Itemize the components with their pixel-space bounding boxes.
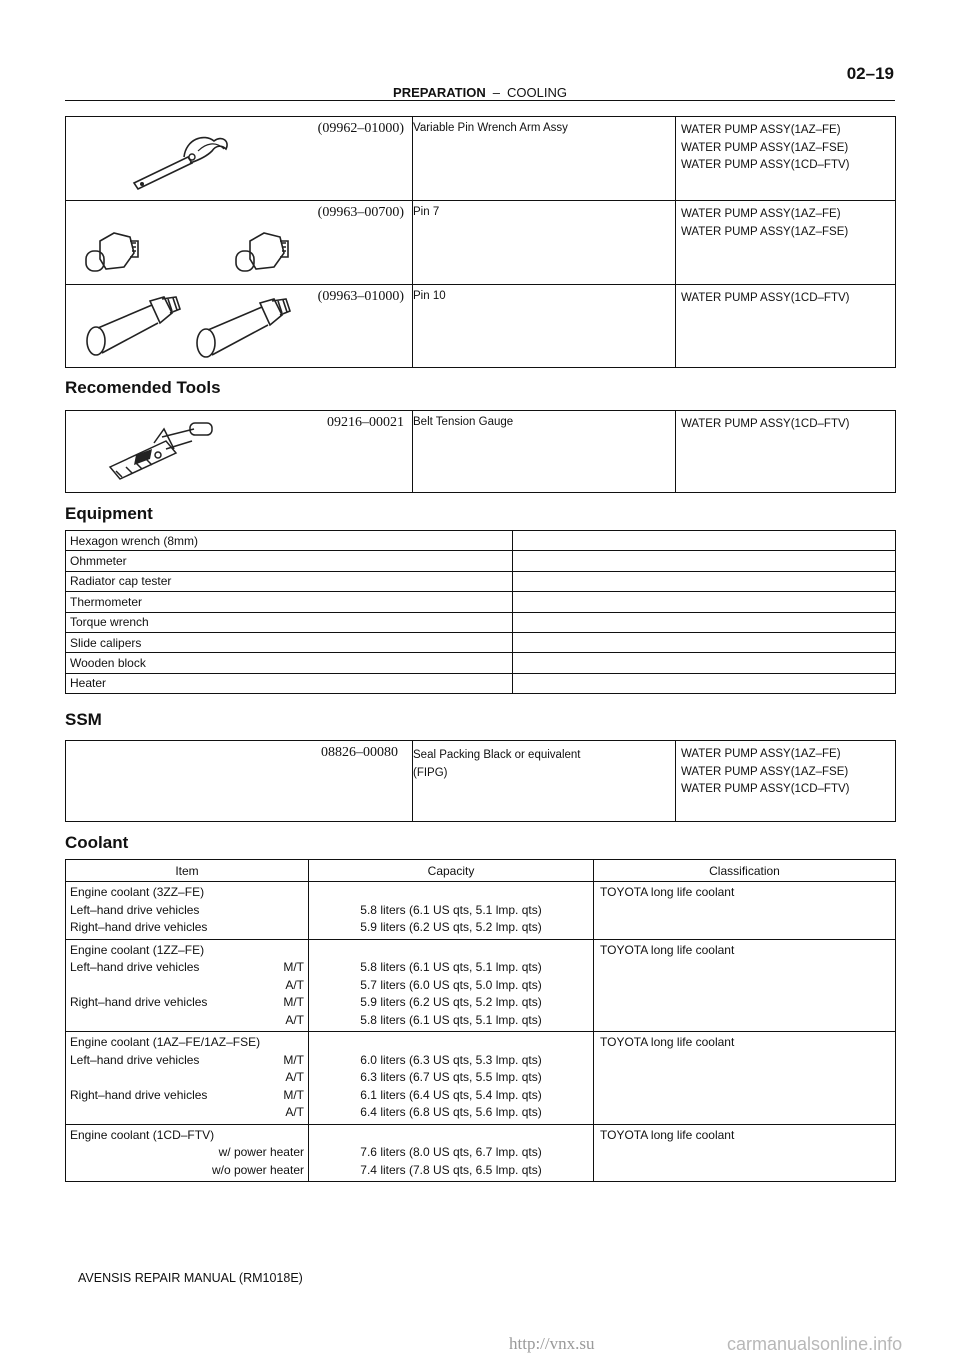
coolant-header-row <box>66 860 896 882</box>
equipment-item: Wooden block <box>66 653 513 673</box>
coolant-capacity: 5.8 liters (6.1 US qts, 5.1 lmp. qts) <box>360 902 542 917</box>
coolant-variant-row <box>70 1087 304 1105</box>
tool-name: Belt Tension Gauge <box>413 416 514 428</box>
coolant-capacity: 7.6 liters (8.0 US qts, 6.7 lmp. qts) <box>360 1145 542 1159</box>
coolant-row-label: Left–hand drive vehicles <box>70 960 200 974</box>
tool-image-cell <box>66 285 413 368</box>
equipment-table <box>65 530 896 694</box>
coolant-classification: TOYOTA long life coolant <box>594 1124 896 1182</box>
pin-7-icon <box>80 219 390 279</box>
belt-tension-gauge-icon <box>106 419 226 483</box>
tool-part-number: 09216–00021 <box>327 415 404 430</box>
coolant-capacity-cell <box>309 882 594 940</box>
coolant-engine: Engine coolant (1CD–FTV) <box>70 1127 215 1142</box>
equipment-item: Torque wrench <box>66 612 513 632</box>
coolant-capacity: 6.3 liters (6.7 US qts, 5.5 lmp. qts) <box>360 1070 542 1084</box>
coolant-engine: Engine coolant (3ZZ–FE) <box>70 885 205 899</box>
tool-usage-cell <box>676 117 896 201</box>
coolant-variant-row <box>70 1069 304 1087</box>
header-separator: – <box>492 85 500 100</box>
tool-image-cell <box>66 117 413 201</box>
coolant-row-variant: w/o power heater <box>211 1162 304 1177</box>
ssm-table <box>65 740 896 822</box>
sst-tools-table <box>65 116 896 368</box>
tool-usage-line: WATER PUMP ASSY(1CD–FTV) <box>681 159 850 171</box>
coolant-engine: Engine coolant (1ZZ–FE) <box>70 942 205 957</box>
equipment-item: Ohmmeter <box>66 551 513 571</box>
coolant-variant-row <box>70 994 304 1012</box>
tool-usage-line: WATER PUMP ASSY(1CD–FTV) <box>681 292 850 304</box>
equipment-note <box>513 531 896 551</box>
section-title-equipment: Equipment <box>65 504 153 523</box>
table-row <box>66 531 896 551</box>
table-row <box>66 673 896 693</box>
tool-usage-line: WATER PUMP ASSY(1CD–FTV) <box>681 418 850 430</box>
table-row <box>66 882 896 940</box>
coolant-header-item: Item <box>66 860 309 882</box>
coolant-capacity: 6.4 liters (6.8 US qts, 5.6 lmp. qts) <box>360 1105 542 1119</box>
coolant-header-classification: Classification <box>594 860 896 882</box>
coolant-row-variant: A/T <box>285 1105 304 1119</box>
coolant-capacity: 5.7 liters (6.0 US qts, 5.0 lmp. qts) <box>360 977 542 992</box>
ssm-name-line: (FIPG) <box>413 767 448 779</box>
section-title-ssm: SSM <box>65 710 102 729</box>
coolant-capacity-cell <box>309 1124 594 1182</box>
ssm-name-line: Seal Packing Black or equivalent <box>413 749 581 761</box>
coolant-capacity: 6.0 liters (6.3 US qts, 5.3 lmp. qts) <box>360 1052 542 1067</box>
watermark-url: http://vnx.su <box>509 1334 595 1353</box>
equipment-note <box>513 551 896 571</box>
header-section: PREPARATION <box>393 85 486 100</box>
ssm-usage-line: WATER PUMP ASSY(1AZ–FSE) <box>681 765 849 778</box>
tool-usage-cell <box>676 285 896 368</box>
section-title-coolant: Coolant <box>65 833 129 852</box>
table-row <box>66 1032 896 1125</box>
table-row <box>66 592 896 612</box>
coolant-row-variant: w/ power heater <box>218 1145 304 1159</box>
coolant-capacity: 5.9 liters (6.2 US qts, 5.2 lmp. qts) <box>360 995 542 1009</box>
table-row <box>66 201 896 285</box>
section-title-recommended: Recomended Tools <box>65 378 221 397</box>
coolant-row-label: Left–hand drive vehicles <box>70 1052 200 1067</box>
table-row <box>66 632 896 652</box>
equipment-item: Slide calipers <box>66 632 513 652</box>
page-header <box>0 85 960 100</box>
coolant-item-cell <box>66 939 309 1032</box>
tool-image-cell <box>66 411 413 493</box>
tool-part-number: (09963–00700) <box>317 205 404 220</box>
coolant-classification: TOYOTA long life coolant <box>594 882 896 940</box>
coolant-capacity-cell <box>309 939 594 1032</box>
coolant-variant-row <box>70 919 304 937</box>
tool-image-cell <box>66 201 413 285</box>
coolant-item-cell <box>66 882 309 940</box>
coolant-row-variant: M/T <box>283 1087 304 1102</box>
table-row <box>66 551 896 571</box>
coolant-capacity: 6.1 liters (6.4 US qts, 5.4 lmp. qts) <box>360 1087 542 1102</box>
equipment-note <box>513 673 896 693</box>
recommended-tools-table <box>65 410 896 493</box>
tool-name: Variable Pin Wrench Arm Assy <box>413 122 568 134</box>
coolant-capacity: 5.9 liters (6.2 US qts, 5.2 lmp. qts) <box>360 920 542 934</box>
tool-part-number: (09963–01000) <box>317 289 404 304</box>
tool-usage-line: WATER PUMP ASSY(1AZ–FSE) <box>681 141 849 154</box>
table-row <box>66 939 896 1032</box>
ssm-usage-line: WATER PUMP ASSY(1AZ–FE) <box>681 748 841 760</box>
ssm-usage-line: WATER PUMP ASSY(1CD–FTV) <box>681 783 850 795</box>
coolant-row-variant: M/T <box>283 960 304 974</box>
coolant-table <box>65 859 896 1182</box>
coolant-row-variant: M/T <box>283 1052 304 1067</box>
table-row <box>66 285 896 368</box>
equipment-item: Heater <box>66 673 513 693</box>
header-rule <box>65 100 895 101</box>
coolant-classification: TOYOTA long life coolant <box>594 1032 896 1125</box>
header-subsection: COOLING <box>506 85 567 100</box>
coolant-row-variant: A/T <box>285 1070 304 1084</box>
ssm-usage-cell <box>676 741 896 822</box>
coolant-row-variant: M/T <box>283 995 304 1009</box>
table-row <box>66 1124 896 1182</box>
tool-usage-cell <box>676 201 896 285</box>
tool-name-cell <box>413 411 676 493</box>
tool-name-cell <box>413 285 676 368</box>
equipment-item: Hexagon wrench (8mm) <box>66 531 513 551</box>
ssm-part-number: 08826–00080 <box>321 745 398 760</box>
page-number: 02–19 <box>846 64 894 83</box>
coolant-capacity-cell <box>309 1032 594 1125</box>
coolant-row-label: Left–hand drive vehicles <box>70 902 200 917</box>
equipment-note <box>513 592 896 612</box>
coolant-variant-row <box>70 1052 304 1070</box>
table-row <box>66 571 896 591</box>
table-row <box>66 612 896 632</box>
coolant-capacity: 5.8 liters (6.1 US qts, 5.1 lmp. qts) <box>360 960 542 974</box>
coolant-variant-row <box>70 1104 304 1122</box>
tool-name-cell <box>413 117 676 201</box>
coolant-row-label: Right–hand drive vehicles <box>70 995 208 1009</box>
coolant-variant-row <box>70 1012 304 1030</box>
coolant-capacity: 7.4 liters (7.8 US qts, 6.5 lmp. qts) <box>360 1162 542 1177</box>
coolant-classification: TOYOTA long life coolant <box>594 939 896 1032</box>
tool-usage-line: WATER PUMP ASSY(1AZ–FE) <box>681 124 841 136</box>
equipment-note <box>513 632 896 652</box>
tool-name: Pin 7 <box>413 206 440 218</box>
coolant-row-variant: A/T <box>285 1012 304 1027</box>
watermark-site: carmanualsonline.info <box>727 1334 903 1354</box>
coolant-variant-row <box>70 977 304 995</box>
tool-usage-line: WATER PUMP ASSY(1AZ–FE) <box>681 208 841 220</box>
table-row <box>66 117 896 201</box>
coolant-row-variant: A/T <box>285 977 304 992</box>
ssm-part-cell <box>66 741 413 822</box>
tool-part-number: (09962–01000) <box>317 121 404 136</box>
coolant-row-label: Right–hand drive vehicles <box>70 1087 208 1102</box>
ssm-name-cell <box>413 741 676 822</box>
equipment-note <box>513 653 896 673</box>
tool-usage-line: WATER PUMP ASSY(1AZ–FSE) <box>681 225 849 238</box>
equipment-note <box>513 612 896 632</box>
coolant-header-capacity: Capacity <box>309 860 594 882</box>
equipment-item: Radiator cap tester <box>66 571 513 591</box>
equipment-note <box>513 571 896 591</box>
coolant-capacity: 5.8 liters (6.1 US qts, 5.1 lmp. qts) <box>360 1012 542 1027</box>
tool-usage-cell <box>676 411 896 493</box>
equipment-item: Thermometer <box>66 592 513 612</box>
coolant-item-cell <box>66 1032 309 1125</box>
tool-name-cell <box>413 201 676 285</box>
table-row <box>66 653 896 673</box>
coolant-row-label: Right–hand drive vehicles <box>70 920 208 934</box>
coolant-variant-row <box>70 902 304 920</box>
tool-name: Pin 10 <box>413 290 446 302</box>
table-row <box>66 411 896 493</box>
table-row <box>66 741 896 822</box>
coolant-variant-row <box>70 959 304 977</box>
manual-footer: AVENSIS REPAIR MANUAL (RM1018E) <box>78 1271 303 1285</box>
coolant-engine: Engine coolant (1AZ–FE/1AZ–FSE) <box>70 1035 261 1049</box>
pin-wrench-arm-icon <box>126 127 236 192</box>
coolant-item-cell <box>66 1124 309 1182</box>
